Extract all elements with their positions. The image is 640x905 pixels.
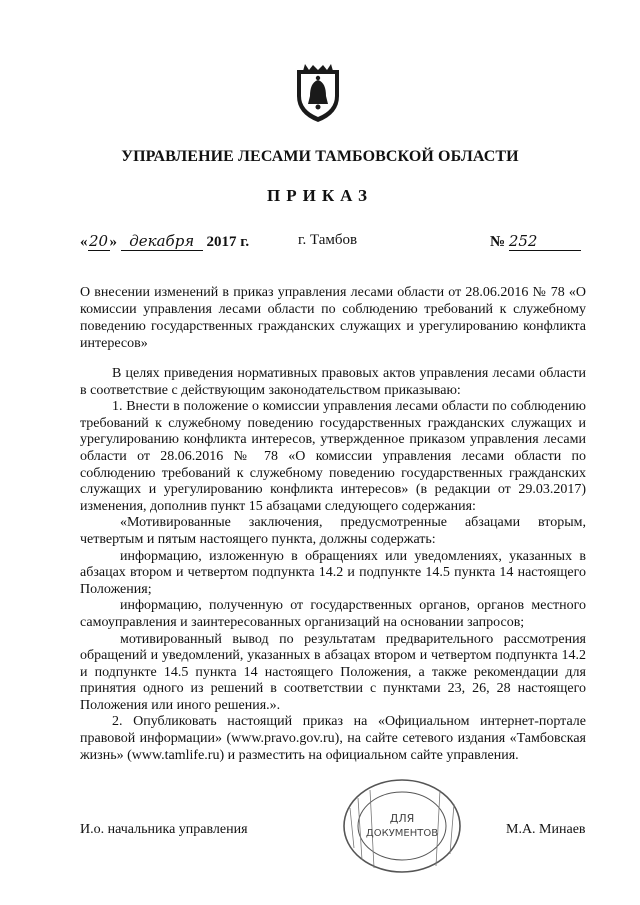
document-subject: О внесении изменений в приказ управления лесами области от 28.06.2016 № 78 «О комиссии управления лесами области по соблюдению требований к служебному поведению государственных гражданских служащих и урегулированию конфликта интересов» bbox=[80, 285, 586, 351]
organization-title: УПРАВЛЕНИЕ ЛЕСАМИ ТАМБОВСКОЙ ОБЛАСТИ bbox=[121, 148, 519, 165]
stamp-text-line2: ДОКУМЕНТОВ bbox=[365, 828, 439, 839]
number-value: 252 bbox=[509, 232, 581, 251]
official-seal-stamp bbox=[340, 778, 464, 874]
document-type-title: ПРИКАЗ bbox=[267, 186, 373, 205]
body-paragraph: информацию, полученную от государственных органов, органов местного самоуправления и заинтересованных организаций на основании запросов; bbox=[80, 598, 586, 630]
body-paragraph: «Мотивированные заключения, предусмотренные абзацами вторым, четвертым и пятым настоящего пункта, должны содержать: bbox=[80, 515, 586, 547]
body-paragraph: 1. Внести в положение о комиссии управления лесами области по соблюдению требований к служебному поведению государственных гражданских служащих и урегулированию конфликта интересов, утвержденное приказом управления лесами области от 28.06.2016 № 78 «О комиссии управления лесами области по соблюдению требований к служебному поведению государственных гражданских служащих и урегулированию конфликта интересов» (в редакции от 29.03.2017) изменения, дополнив пункт 15 абзацами следующего содержания: bbox=[80, 399, 586, 514]
stamp-text-line1: ДЛЯ bbox=[389, 812, 415, 825]
number-label: № bbox=[490, 234, 506, 250]
signatory-name: М.А. Минаев bbox=[506, 822, 586, 837]
document-city: г. Тамбов bbox=[298, 232, 358, 248]
date-year: 2017 г. bbox=[206, 234, 250, 250]
coat-of-arms-emblem bbox=[293, 62, 343, 124]
document-date: «20» декабря 2017 г. bbox=[80, 232, 250, 250]
body-paragraph: В целях приведения нормативных правовых актов управления лесами области в соответствие с действующим законодательством приказываю: bbox=[80, 366, 586, 398]
date-day: 20 bbox=[88, 232, 109, 250]
body-paragraph: информацию, изложенную в обращениях или уведомлениях, указанных в абзацах втором и четвертом подпункта 14.2 и подпункте 14.5 пункта 14 настоящего Положения; bbox=[80, 548, 586, 597]
signatory-position: И.о. начальника управления bbox=[80, 822, 248, 837]
date-month: декабря bbox=[121, 232, 203, 251]
body-paragraph: мотивированный вывод по результатам предварительного рассмотрения обращений и уведомлений, указанных в абзацах втором и четвертом подпункта 14.2 и подпункте 14.5 пункта 14 настоящего Положения, а также рекомендации для принятия одного из решений в соответствии с пунктами 23, 26, 28 настоящего Положения или иного решения.». bbox=[80, 631, 586, 713]
document-number bbox=[490, 232, 581, 251]
document-body bbox=[80, 366, 586, 764]
body-paragraph: 2. Опубликовать настоящий приказ на «Официальном интернет-портале правовой информации» (www.pravo.gov.ru), на сайте сетевого издания «Тамбовская жизнь» (www.tamlife.ru) и разместить на официальном сайте управления. bbox=[80, 714, 586, 763]
